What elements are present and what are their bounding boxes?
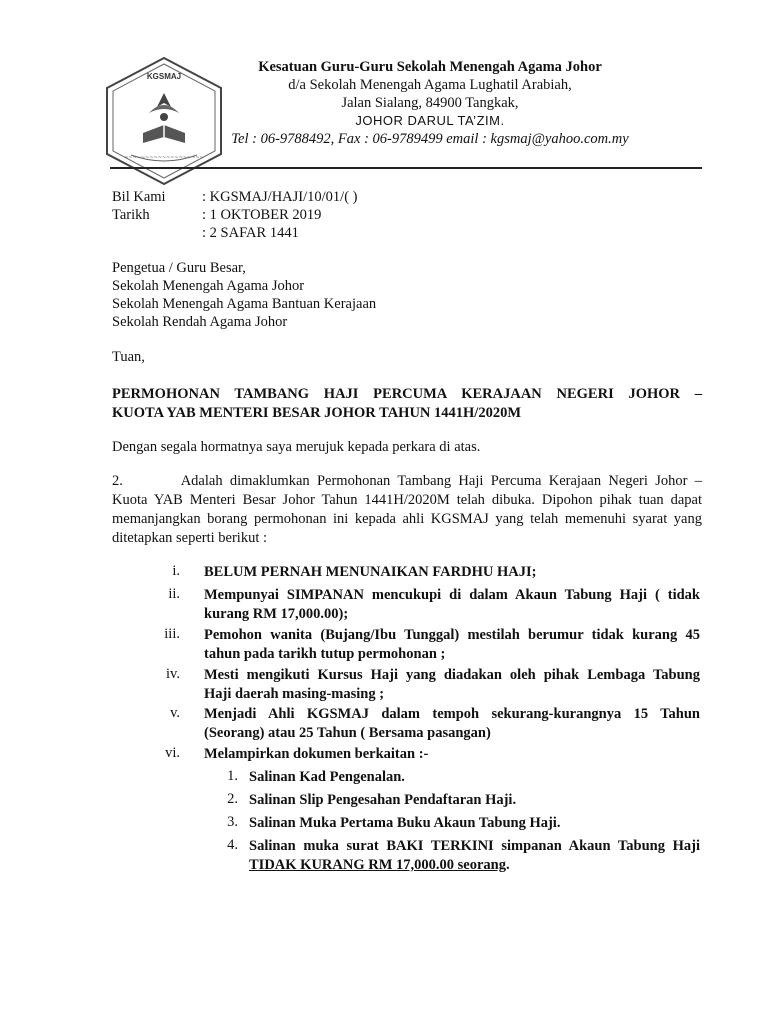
- recipient-line-3: Sekolah Menengah Agama Bantuan Kerajaan: [112, 296, 377, 312]
- recipient-line-4: Sekolah Rendah Agama Johor: [112, 314, 288, 330]
- tarikh-value: : 1 OKTOBER 2019: [202, 207, 322, 223]
- document-line: Salinan Muka Pertama Buku Akaun Tabung Haji.: [249, 815, 561, 831]
- bil-label: Bil Kami: [112, 189, 166, 205]
- subject-line-1: PERMOHONAN TAMBANG HAJI PERCUMA KERAJAAN NEGERI JOHOR –: [112, 386, 702, 402]
- bil-value: : KGSMAJ/HAJI/10/01/( ): [202, 189, 358, 205]
- condition-line: BELUM PERNAH MENUNAIKAN FARDHU HAJI;: [204, 564, 537, 580]
- condition-number: iv.: [166, 666, 180, 682]
- condition-line: (Seorang) atau 25 Tahun ( Bersama pasangan): [204, 725, 491, 741]
- paragraph-2-line-2: Kuota YAB Menteri Besar Johor Tahun 1441H/2020M telah dibuka. Dipohon pihak tuan dapat: [112, 492, 702, 508]
- paragraph-2-line-4: ditetapkan seperti berikut :: [112, 530, 268, 546]
- opening-sentence: Dengan segala hormatnya saya merujuk kepada perkara di atas.: [112, 439, 481, 455]
- condition-item: [204, 745, 700, 764]
- condition-line: Pemohon wanita (Bujang/Ibu Tunggal) mestilah berumur tidak kurang 45: [204, 627, 700, 643]
- condition-item: [204, 563, 700, 582]
- document-item: [249, 837, 700, 875]
- paragraph-2-line-3: memanjangkan borang permohonan ini kepada ahli KGSMAJ yang telah memenuhi syarat yang: [112, 511, 702, 527]
- condition-number: i.: [172, 563, 180, 579]
- condition-line: Mesti mengikuti Kursus Haji yang diadakan oleh pihak Lembaga Tabung: [204, 667, 700, 683]
- document-number: 3.: [227, 814, 238, 830]
- condition-line: Menjadi Ahli KGSMAJ dalam tempoh sekurang-kurangnya 15 Tahun: [204, 706, 700, 722]
- document-line-2: [249, 856, 700, 875]
- recipient-line-1: Pengetua / Guru Besar,: [112, 260, 246, 276]
- condition-item: [204, 666, 700, 704]
- tarikh-label: Tarikh: [112, 207, 150, 223]
- address-line-2: Jalan Sialang, 84900 Tangkak,: [341, 95, 519, 111]
- condition-line: kurang RM 17,000.00);: [204, 606, 349, 622]
- condition-number: vi.: [165, 745, 180, 761]
- condition-number: ii.: [168, 586, 180, 602]
- document-line: Salinan muka surat BAKI TERKINI simpanan Akaun Tabung Haji: [249, 838, 700, 854]
- period: .: [505, 857, 510, 873]
- document-number: 4.: [227, 837, 238, 853]
- contact-line: Tel : 06-9788492, Fax : 06-9789499 email : kgsmaj@yahoo.com.my: [231, 131, 629, 147]
- condition-line: tahun pada tarikh tutup permohonan ;: [204, 646, 446, 662]
- condition-item: [204, 586, 700, 624]
- subject: [112, 385, 702, 423]
- condition-item: [204, 626, 700, 664]
- document-number: 2.: [227, 791, 238, 807]
- recipient-line-2: Sekolah Menengah Agama Johor: [112, 278, 305, 294]
- document-line: Salinan Kad Pengenalan.: [249, 769, 405, 785]
- subject-line-2: KUOTA YAB MENTERI BESAR JOHOR TAHUN 1441H/2020M: [112, 405, 522, 421]
- paragraph-2-line-1: 2. Adalah dimaklumkan Permohonan Tambang Haji Percuma Kerajaan Negeri Johor –: [112, 473, 702, 489]
- document-item: [249, 814, 700, 833]
- organization-name: Kesatuan Guru-Guru Sekolah Menengah Agama Johor: [258, 59, 602, 75]
- document-item: [249, 768, 700, 787]
- condition-number: iii.: [164, 626, 180, 642]
- address-line-3: JOHOR DARUL TA’ZIM.: [355, 113, 505, 128]
- hijri-date: : 2 SAFAR 1441: [202, 225, 299, 241]
- condition-line: Melampirkan dokumen berkaitan :-: [204, 746, 429, 762]
- paragraph-2: [112, 472, 702, 548]
- condition-item: [204, 705, 700, 743]
- underlined-amount: TIDAK KURANG RM 17,000.00 seorang: [249, 857, 506, 873]
- address-line-1: d/a Sekolah Menengah Agama Lughatil Arabiah,: [288, 77, 572, 93]
- document-line: Salinan Slip Pengesahan Pendaftaran Haji.: [249, 792, 517, 808]
- document-number: 1.: [227, 768, 238, 784]
- condition-line: Mempunyai SIMPANAN mencukupi di dalam Akaun Tabung Haji ( tidak: [204, 587, 700, 603]
- document-item: [249, 791, 700, 810]
- svg-text:~~~~~~~~~~~~~~~~~~~: ~~~~~~~~~~~~~~~~~~~: [124, 155, 204, 161]
- condition-number: v.: [170, 705, 180, 721]
- salutation: Tuan,: [112, 349, 145, 365]
- logo-text: KGSMAJ: [146, 72, 182, 81]
- header-divider: [110, 167, 702, 169]
- condition-line: Haji daerah masing-masing ;: [204, 686, 385, 702]
